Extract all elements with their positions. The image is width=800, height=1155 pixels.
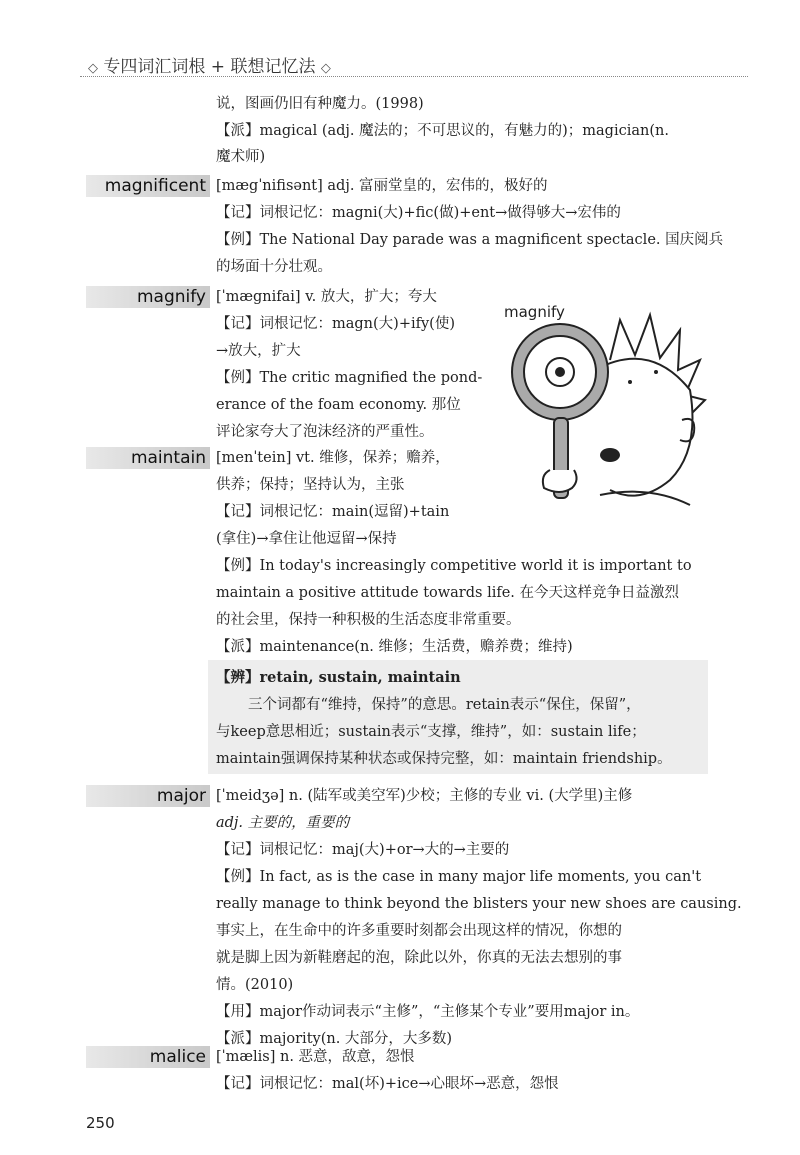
text-line: 【辨】retain, sustain, maintain	[216, 669, 461, 686]
text-line: 【派】maintenance(n. 维修；生活费，赡养费；维持)	[216, 639, 573, 655]
text-line: adj. 主要的，重要的	[216, 815, 350, 831]
figure-label: magnify	[504, 303, 565, 321]
header-rule	[80, 76, 748, 77]
text-line: 【记】词根记忆：mal(坏)+ice→心眼坏→恶意，怨恨	[216, 1076, 559, 1092]
text-line: 说，图画仍旧有种魔力。(1998)	[216, 96, 424, 112]
text-line: 的场面十分壮观。	[216, 259, 332, 275]
text-line: 【例】In today's increasingly competitive world it is important to	[216, 558, 692, 574]
page-number: 250	[86, 1114, 115, 1132]
running-header	[88, 52, 331, 77]
headword-malice: malice	[86, 1046, 210, 1068]
text-line: 三个词都有“维持，保持”的意思。retain表示“保住，保留”，	[248, 697, 641, 713]
magnify-illustration	[500, 300, 710, 510]
text-line: maintain强调保持某种状态或保持完整，如：maintain friendship。	[216, 751, 672, 767]
text-line: 【例】The critic magnified the pond-	[216, 370, 483, 386]
text-line: 【记】词根记忆：magni(大)+fic(做)+ent→做得够大→宏伟的	[216, 205, 621, 221]
text-line: 【用】major作动词表示“主修”，“主修某个专业”要用major in。	[216, 1004, 640, 1020]
text-line: 【记】词根记忆：main(逗留)+tain	[216, 504, 450, 520]
text-line: 与keep意思相近；sustain表示“支撑，维持”，如：sustain life；	[216, 724, 646, 740]
headword-maintain: maintain	[86, 447, 210, 469]
header-title: 专四词汇词根 + 联想记忆法	[103, 57, 316, 77]
definition-line: [ˈmægnifai] v. 放大，扩大；夸大	[216, 289, 437, 305]
text-line: 魔术师)	[216, 149, 266, 165]
text-line: 的社会里，保持一种积极的生活态度非常重要。	[216, 612, 521, 628]
text-line: maintain a positive attitude towards life. 在今天这样竞争日益激烈	[216, 585, 680, 601]
text-line: erance of the foam economy. 那位	[216, 397, 461, 413]
text-line: 【例】The National Day parade was a magnificent spectacle. 国庆阅兵	[216, 232, 724, 248]
text-line: →放大，扩大	[216, 343, 301, 359]
text-line: 评论家夸大了泡沫经济的严重性。	[216, 424, 434, 440]
headword-major: major	[86, 785, 210, 807]
definition-line: [ˈmælis] n. 恶意，敌意，怨恨	[216, 1049, 415, 1065]
text-line: 【例】In fact, as is the case in many major life moments, you can't	[216, 869, 702, 885]
text-line: 【派】majority(n. 大部分，大多数)	[216, 1031, 453, 1047]
headword-magnificent: magnificent	[86, 175, 210, 197]
text-line: 事实上，在生命中的许多重要时刻都会出现这样的情况，你想的	[216, 923, 622, 939]
text-line: really manage to think beyond the blisters your new shoes are causing.	[216, 896, 742, 912]
diamond-icon: ◇	[88, 61, 98, 76]
text-line: 就是脚上因为新鞋磨起的泡，除此以外，你真的无法去想别的事	[216, 950, 622, 966]
text-line: 【派】magical (adj. 魔法的；不可思议的，有魅力的)；magician(n.	[216, 123, 669, 139]
diamond-icon: ◇	[320, 61, 331, 76]
definition-line: [ˈmeidʒə] n. (陆军或美空军)少校；主修的专业 vi. (大学里)主修	[216, 788, 633, 804]
headword-magnify: magnify	[86, 286, 210, 308]
definition-line: [mægˈnifisənt] adj. 富丽堂皇的，宏伟的，极好的	[216, 178, 548, 194]
definition-line: [menˈtein] vt. 维修，保养；赡养，	[216, 450, 450, 466]
text-line: 【记】词根记忆：magn(大)+ify(使)	[216, 316, 455, 332]
text-line: 情。(2010)	[216, 977, 294, 993]
text-line: 【记】词根记忆：maj(大)+or→大的→主要的	[216, 842, 510, 858]
text-line: 供养；保持；坚持认为，主张	[216, 477, 405, 493]
text-line: (拿住)→拿住让他逗留→保持	[216, 531, 397, 547]
